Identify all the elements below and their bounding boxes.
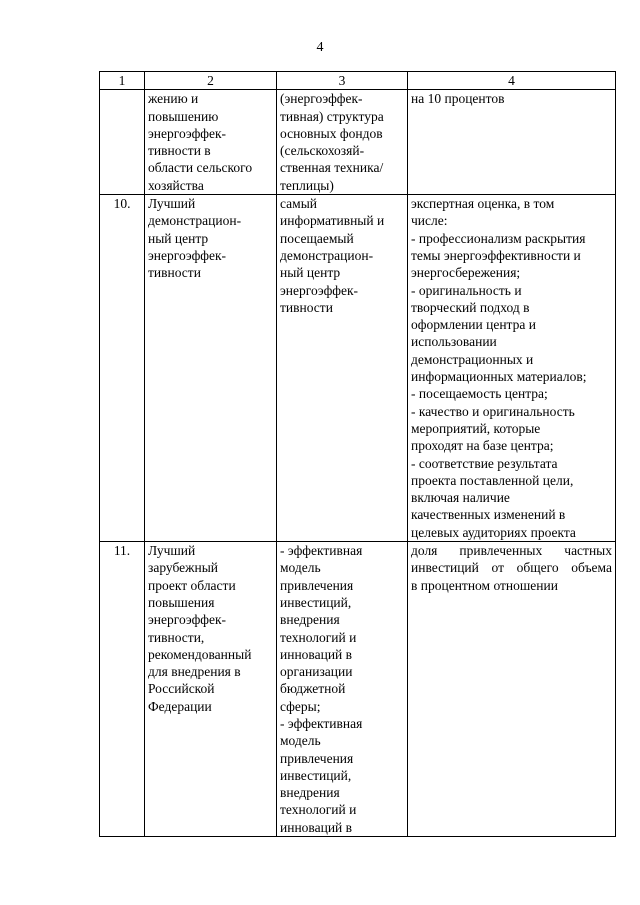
cell-indicator <box>408 195 616 542</box>
cell-line: тивности в <box>148 143 211 159</box>
cell-nomination <box>145 195 277 542</box>
cell-indicator <box>408 542 616 837</box>
cell-line: основных фондов <box>280 125 383 141</box>
row-number: 10. <box>100 195 145 542</box>
table-row <box>100 195 616 542</box>
cell-line: (сельскохозяй- <box>280 143 365 159</box>
cell-line: тивности <box>148 265 201 281</box>
cell-line: проект области <box>148 577 236 593</box>
cell-line: проходят на базе центра; <box>411 438 554 454</box>
cell-line: ственная техника/ <box>280 160 384 176</box>
cell-line: теплицы) <box>280 177 334 193</box>
cell-line: хозяйства <box>148 177 204 193</box>
cell-line: жению и <box>148 91 199 107</box>
cell-line: повышению <box>148 108 219 124</box>
cell-line: использовании <box>411 334 497 350</box>
cell-line: качественных изменений в <box>411 507 566 523</box>
cell-line: тивности, <box>148 629 205 645</box>
cell-line: - профессионализм раскрытия <box>411 230 586 246</box>
cell-line: на 10 процентов <box>411 91 505 107</box>
row-number: 11. <box>100 542 145 837</box>
header-col-1: 1 <box>100 72 145 90</box>
cell-line: Лучший <box>148 196 196 212</box>
cell-line: Лучший <box>148 543 196 559</box>
cell-criterion <box>277 542 408 837</box>
cell-line: - оригинальность и <box>411 282 522 298</box>
cell-line: инвестиций, <box>280 594 352 610</box>
cell-line: темы энергоэффективности и <box>411 247 581 263</box>
cell-nomination <box>145 542 277 837</box>
cell-line: технологий и <box>280 629 357 645</box>
cell-line: экспертная оценка, в том <box>411 196 555 212</box>
cell-criterion <box>277 90 408 195</box>
cell-line: Российской <box>148 681 215 697</box>
cell-line: энергоэффек- <box>148 247 227 263</box>
cell-line: бюджетной <box>280 681 346 697</box>
cell-line: привлечения <box>280 750 354 766</box>
cell-line: - качество и оригинальность <box>411 403 575 419</box>
cell-line: инноваций в <box>280 819 353 835</box>
cell-line: привлечения <box>280 577 354 593</box>
cell-line: энергоэффек- <box>148 125 227 141</box>
page-number: 4 <box>316 40 324 55</box>
cell-line: в процентном отношении <box>411 577 558 593</box>
cell-line: - посещаемость центра; <box>411 386 548 402</box>
cell-line: мероприятий, которые <box>411 420 541 436</box>
table-row <box>100 542 616 837</box>
header-col-4: 4 <box>408 72 616 90</box>
header-col-3: 3 <box>277 72 408 90</box>
cell-line: энергосбережения; <box>411 265 521 281</box>
criteria-table <box>99 71 616 837</box>
table-row <box>100 90 616 195</box>
cell-line: демонстрацион- <box>148 213 242 229</box>
cell-line: организации <box>280 664 353 680</box>
cell-line: тивная) структура <box>280 108 384 124</box>
cell-indicator <box>408 90 616 195</box>
cell-line: (энергоэффек- <box>280 91 363 107</box>
header-col-2: 2 <box>145 72 277 90</box>
cell-line: - соответствие результата <box>411 455 558 471</box>
cell-line: рекомендованный <box>148 646 252 662</box>
cell-line: энергоэффек- <box>280 282 359 298</box>
cell-line: включая наличие <box>411 490 510 506</box>
cell-line: модель <box>280 560 321 576</box>
cell-line: оформлении центра и <box>411 317 536 333</box>
cell-line: внедрения <box>280 612 340 628</box>
cell-line: Федерации <box>148 698 212 714</box>
cell-line: энергоэффек- <box>148 612 227 628</box>
cell-line: демонстрационных и <box>411 351 534 367</box>
cell-line: - эффективная <box>280 543 363 559</box>
cell-line: ный центр <box>148 230 209 246</box>
cell-nomination <box>145 90 277 195</box>
row-number <box>100 90 145 195</box>
cell-line: демонстрацион- <box>280 247 374 263</box>
cell-line: инвестиций от общего объема <box>411 560 612 576</box>
cell-line: - эффективная <box>280 715 363 731</box>
cell-line: целевых аудиториях проекта <box>411 524 576 540</box>
cell-line: информационных материалов; <box>411 369 587 385</box>
cell-criterion <box>277 195 408 542</box>
cell-line: ный центр <box>280 265 341 281</box>
cell-line: зарубежный <box>148 560 218 576</box>
cell-line: повышения <box>148 594 215 610</box>
cell-line: творческий подход в <box>411 299 530 315</box>
cell-line: сферы; <box>280 698 321 714</box>
cell-line: тивности <box>280 299 333 315</box>
cell-line: модель <box>280 733 321 749</box>
cell-line: самый <box>280 196 317 212</box>
cell-line: информативный и <box>280 213 385 229</box>
cell-line: посещаемый <box>280 230 354 246</box>
cell-line: инвестиций, <box>280 767 352 783</box>
cell-line: доля привлеченных частных <box>411 543 612 559</box>
cell-line: инноваций в <box>280 646 353 662</box>
cell-line: области сельского <box>148 160 253 176</box>
cell-line: проекта поставленной цели, <box>411 472 574 488</box>
cell-line: технологий и <box>280 802 357 818</box>
cell-line: числе: <box>411 213 448 229</box>
cell-line: внедрения <box>280 785 340 801</box>
cell-line: для внедрения в <box>148 664 241 680</box>
header-row <box>100 72 616 90</box>
